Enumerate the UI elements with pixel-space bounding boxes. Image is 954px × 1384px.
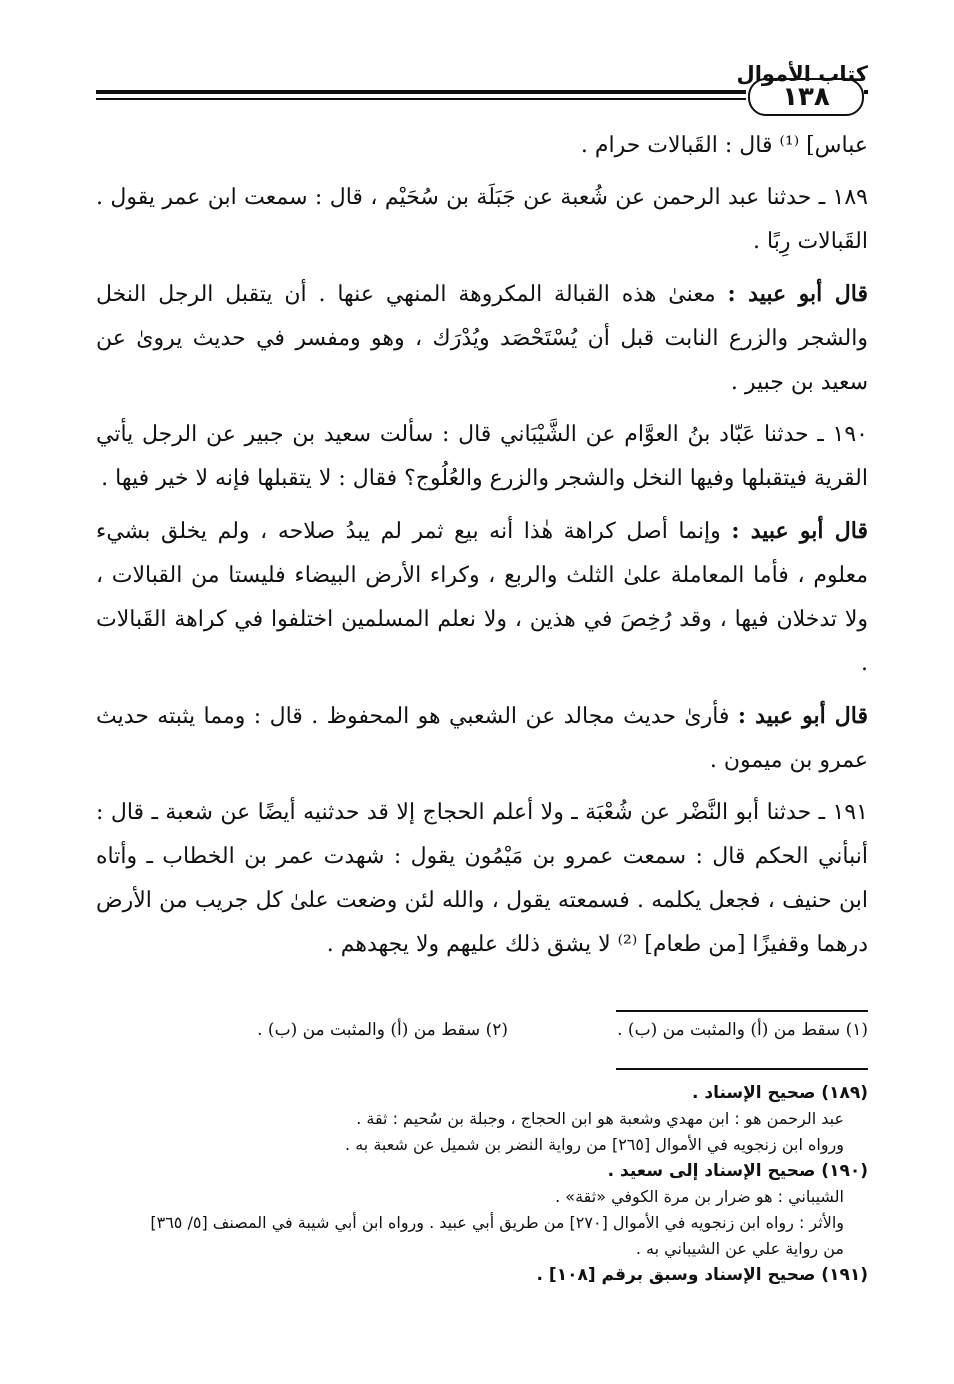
note-heading: (١٨٩) صحيح الإسناد . xyxy=(691,1083,868,1103)
paragraph: ١٩١ ـ حدثنا أبو النَّضْر عن شُعْبَة ـ ولا أعلم الحجاج إلا قد حدثنيه أيضًا عن شعبة ـ قال : أنبأني الحكم قال : سمعت عمرو بن مَيْمُون يقول : شهدت عمر بن الخطاب ـ وأتاه ابن حنيف ، فجعل يكلمه . فسمعته يقول ، والله لئن وضعت علىٰ كل جريب من الأرض درهما وقفيزًا [من طعام] ⁽²⁾ لا يشق ذلك عليهم ولا يجهدهم . xyxy=(96,800,868,957)
header-rule xyxy=(96,90,746,94)
footnotes xyxy=(96,1020,868,1050)
footnote: (٢) سقط من (أ) والمثبت من (ب) . xyxy=(257,1020,508,1040)
note-line: والأثر : رواه ابن زنجويه في الأموال [٢٧٠] من طريق أبي عبيد . ورواه ابن أبي شيبة في المصنف [٥/ ٣٦٥] xyxy=(150,1213,844,1232)
notes-rule xyxy=(616,1068,868,1070)
note-line: عبد الرحمن هو : ابن مهدي وشعبة هو ابن الحجاج ، وجبلة بن سُحيم : ثقة . xyxy=(356,1109,844,1128)
paragraph-text: معنىٰ هذه القبالة المكروهة المنهي عنها . أن يتقبل الرجل النخل والشجر والزرع النابت قبل أن يُسْتَحْصَد ويُدْرَك ، وهو ومفسر في حديث يروىٰ عن سعيد بن جبير . xyxy=(96,282,868,395)
paragraph xyxy=(96,694,868,783)
note-heading: (١٩٠) صحيح الإسناد إلى سعيد . xyxy=(607,1161,868,1181)
paragraph-text: فأرىٰ حديث مجالد عن الشعبي هو المحفوظ . قال : ومما يثبته حديث عمرو بن ميمون . xyxy=(96,704,868,773)
paragraph: ١٨٩ ـ حدثنا عبد الرحمن عن شُعبة عن جَبَلَة بن سُحَيْم ، قال : سمعت ابن عمر يقول . القَبالات رِبًا . xyxy=(96,185,868,254)
paragraph-text: وإنما أصل كراهة هٰذا أنه بيع ثمر لم يبدُ صلاحه ، ولم يخلق بشيء معلوم ، فأما المعاملة علىٰ الثلث والربع ، وكراء الأرض البيضاء فليستا من القبالات ، ولا تدخلان فيها ، وقد رُخِصَ في هذين ، ولا نعلم المسلمين اختلفوا في كراهة القَبالات . xyxy=(96,519,868,676)
footnote: (١) سقط من (أ) والمثبت من (ب) . xyxy=(617,1020,868,1040)
header-rule-tail xyxy=(864,90,868,94)
paragraph-label: قال أبو عبيد : xyxy=(737,703,868,729)
paragraph: ١٩٠ ـ حدثنا عَبّاد بنُ العوَّام عن الشَّيْبَاني قال : سألت سعيد بن جبير عن الرجل يأتي القرية فيتقبلها وفيها النخل والشجر والزرع والعُلُوج؟ فقال : لا يتقبلها فإنه لا خير فيها . xyxy=(96,422,868,491)
paragraph-label: قال أبو عبيد : xyxy=(727,281,869,307)
header-rule-thin xyxy=(96,98,746,100)
note-line: ورواه ابن زنجويه في الأموال [٢٦٥] من رواية النضر بن شميل عن شعبة به . xyxy=(345,1135,844,1154)
paragraph: عباس] ⁽¹⁾ قال : القَبالات حرام . xyxy=(580,133,868,158)
paragraph xyxy=(96,272,868,405)
editor-notes xyxy=(96,1080,868,1288)
paragraph xyxy=(96,509,868,686)
note-line: من رواية علي عن الشيباني به . xyxy=(635,1239,844,1258)
page-header xyxy=(96,58,868,118)
note-line: الشيباني : هو ضرار بن مرة الكوفي «ثقة» . xyxy=(555,1187,844,1206)
book-title: كتاب الأموال xyxy=(736,62,868,86)
main-text xyxy=(96,124,868,975)
page-number: ١٣٨ xyxy=(748,78,864,116)
paragraph-label: قال أبو عبيد : xyxy=(731,518,868,544)
footnote-rule xyxy=(616,1010,868,1012)
note-heading: (١٩١) صحيح الإسناد وسبق برقم [١٠٨] . xyxy=(536,1265,868,1285)
